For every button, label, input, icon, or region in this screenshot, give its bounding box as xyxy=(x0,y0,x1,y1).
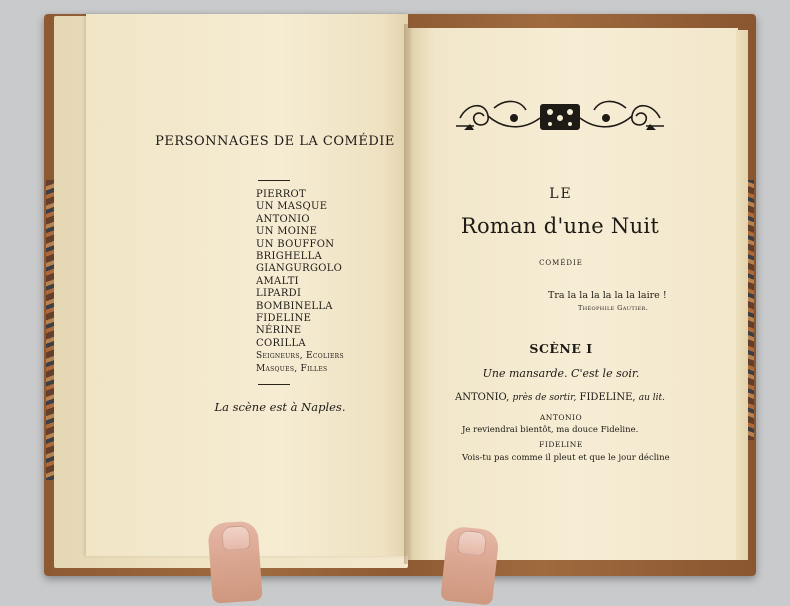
stage-character: FIDELINE, xyxy=(579,392,636,403)
cast-item: FIDELINE xyxy=(256,313,312,325)
dialogue-line: Vois-tu pas comme il pleut et que le jour décline xyxy=(462,453,670,463)
cast-list xyxy=(256,189,344,375)
dialogue-line: Je reviendrai bientôt, ma douce Fideline. xyxy=(462,425,639,435)
speaker-name: ANTONIO xyxy=(539,413,583,422)
ornament-headpiece xyxy=(454,96,666,136)
divider-top xyxy=(258,180,290,181)
cast-title: PERSONNAGES DE LA COMÉDIE xyxy=(155,134,395,149)
cast-item: UN BOUFFON xyxy=(256,238,335,250)
cast-extra: Masques, Filles xyxy=(256,363,328,374)
cast-item: NÉRINE xyxy=(256,325,302,337)
play-title: Roman d'une Nuit xyxy=(460,214,660,238)
cast-item: UN MASQUE xyxy=(256,201,328,213)
cast-item: UN MOINE xyxy=(256,226,318,238)
left-page xyxy=(86,14,408,556)
epigraph: Tra la la la la la la laire ! xyxy=(548,290,667,301)
title-le: LE xyxy=(549,186,573,202)
scene-setting: La scène est à Naples. xyxy=(214,400,346,414)
left-thumbnail xyxy=(221,525,251,551)
cast-item: LIPARDI xyxy=(256,288,302,300)
right-thumbnail xyxy=(457,530,487,557)
stage-direction xyxy=(440,392,680,403)
epigraph-author: Théophile Gautier. xyxy=(578,304,649,312)
cast-item: ANTONIO xyxy=(256,213,310,225)
cast-item: CORILLA xyxy=(256,337,306,349)
speaker-name: FIDELINE xyxy=(539,440,583,449)
cast-item: AMALTI xyxy=(256,275,299,287)
scene-subtitle: Une mansarde. C'est le soir. xyxy=(482,367,640,380)
scene-heading: SCÈNE I xyxy=(529,341,593,356)
cast-item: PIERROT xyxy=(256,189,307,200)
page-stack-right xyxy=(736,30,748,560)
cast-item: BOMBINELLA xyxy=(256,300,333,312)
stage-note: près de sortir, xyxy=(512,393,577,403)
cast-item: BRIGHELLA xyxy=(256,251,323,263)
book-gutter xyxy=(404,24,412,564)
cast-extra: Seigneurs, Ecoliers xyxy=(256,351,344,362)
divider-bottom xyxy=(258,384,290,385)
stage-note: au lit. xyxy=(638,393,666,403)
cast-item: GIANGURGOLO xyxy=(256,263,343,275)
genre-label: COMÉDIE xyxy=(539,259,583,267)
stage-character: ANTONIO, xyxy=(454,392,510,403)
